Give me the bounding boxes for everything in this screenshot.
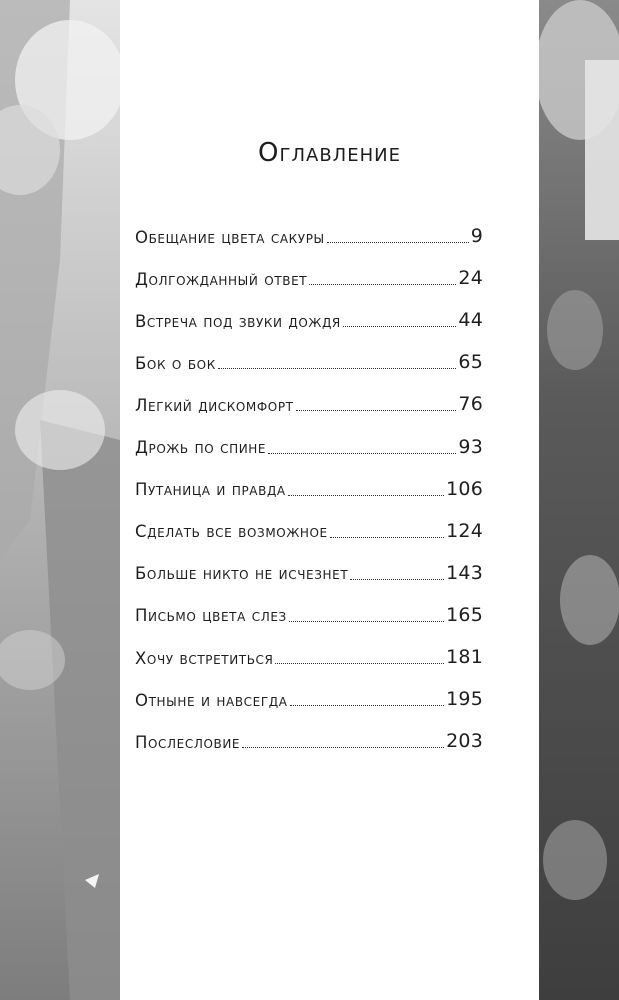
toc-entry[interactable] xyxy=(135,204,483,246)
table-of-contents xyxy=(135,204,483,751)
toc-dot-leader xyxy=(275,663,444,664)
toc-entry-title: Послесловие xyxy=(135,732,241,752)
toc-entry-title: Путаница и правда xyxy=(135,480,286,500)
toc-dot-leader xyxy=(330,537,444,538)
toc-entry[interactable] xyxy=(135,457,483,499)
right-trunk xyxy=(585,60,619,240)
toc-entry-title: Бок о бок xyxy=(135,353,216,373)
toc-entry-title: Хочу встретиться xyxy=(135,648,274,668)
toc-entry[interactable] xyxy=(135,288,483,330)
toc-dot-leader xyxy=(289,621,444,622)
toc-dot-leader xyxy=(288,495,444,496)
toc-entry[interactable] xyxy=(135,625,483,667)
toc-dot-leader xyxy=(350,579,444,580)
toc-entry-title: Больше никто не исчезнет xyxy=(135,564,349,584)
toc-dot-leader xyxy=(296,410,457,411)
toc-dot-leader xyxy=(218,368,457,369)
toc-entry[interactable] xyxy=(135,246,483,288)
toc-dot-leader xyxy=(309,284,456,285)
toc-entry-page: 106 xyxy=(446,477,483,500)
toc-entry-page: 76 xyxy=(458,393,483,416)
toc-entry-page: 181 xyxy=(446,646,483,669)
toc-entry[interactable] xyxy=(135,541,483,583)
toc-dot-leader xyxy=(327,242,469,243)
toc-entry[interactable] xyxy=(135,583,483,625)
toc-entry[interactable] xyxy=(135,667,483,709)
toc-entry-page: 44 xyxy=(458,309,483,332)
toc-entry[interactable] xyxy=(135,709,483,751)
toc-entry-page: 9 xyxy=(470,225,483,248)
toc-entry[interactable] xyxy=(135,330,483,372)
toc-entry[interactable] xyxy=(135,372,483,414)
toc-entry-title: Встреча под звуки дождя xyxy=(135,311,341,331)
toc-entry-page: 93 xyxy=(458,435,483,458)
toc-dot-leader xyxy=(242,747,444,748)
toc-entry-page: 195 xyxy=(446,688,483,711)
toc-dot-leader xyxy=(268,453,456,454)
toc-entry-page: 165 xyxy=(446,603,483,626)
toc-entry-title: Сделать все возможное xyxy=(135,522,328,542)
toc-dot-leader xyxy=(343,326,457,327)
toc-entry-page: 143 xyxy=(446,561,483,584)
toc-entry[interactable] xyxy=(135,499,483,541)
toc-entry-title: Легкий дискомфорт xyxy=(135,395,294,415)
toc-entry-title: Долгожданный ответ xyxy=(135,269,308,289)
toc-entry-page: 65 xyxy=(458,351,483,374)
page-title: Оглавление xyxy=(258,138,401,168)
toc-entry-page: 24 xyxy=(458,267,483,290)
toc-entry-title: Отныне и навсегда xyxy=(135,690,288,710)
toc-page xyxy=(120,0,539,1000)
toc-entry-title: Обещание цвета сакуры xyxy=(135,227,325,247)
toc-entry-page: 203 xyxy=(446,730,483,753)
toc-entry-page: 124 xyxy=(446,519,483,542)
toc-entry-title: Письмо цвета слез xyxy=(135,606,287,626)
toc-entry-title: Дрожь по спине xyxy=(135,438,267,458)
toc-entry[interactable] xyxy=(135,414,483,456)
toc-dot-leader xyxy=(290,705,445,706)
